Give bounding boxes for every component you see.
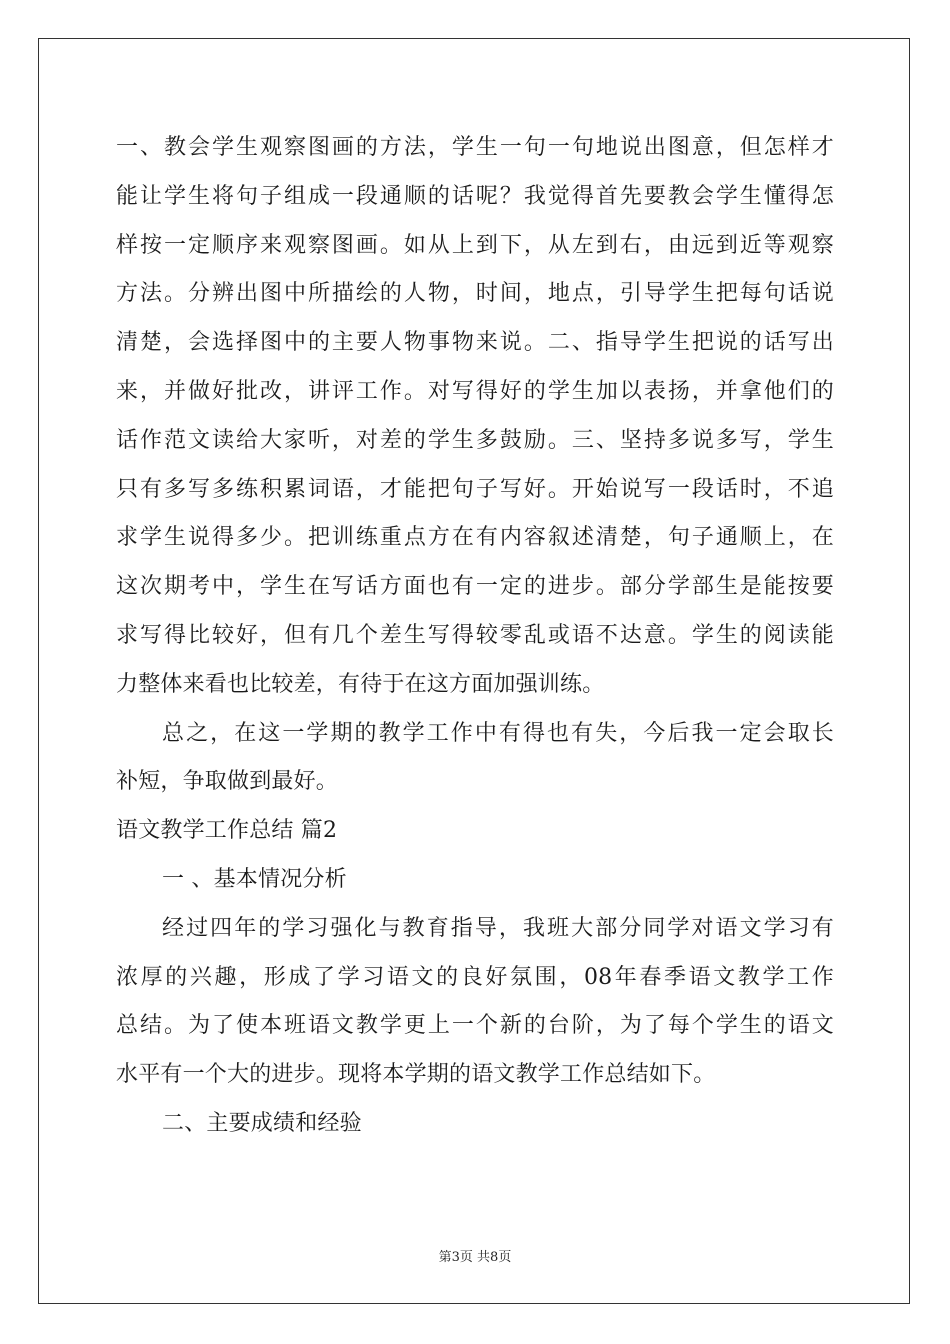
paragraph-line: 能让学生将句子组成一段通顺的话呢？我觉得首先要教会学生懂得怎 (116, 183, 834, 209)
paragraph-line: 力整体来看也比较差，有待于在这方面加强训练。 (116, 671, 605, 697)
paragraph-line: 总之，在这一学期的教学工作中有得也有失，今后我一定会取长 (162, 720, 834, 746)
section-heading: 语文教学工作总结 篇2 (116, 818, 338, 844)
subsection-heading: 一 、基本情况分析 (162, 866, 347, 892)
paragraph-line: 求学生说得多少。把训练重点方在有内容叙述清楚，句子通顺上，在 (116, 525, 834, 551)
paragraph-line: 这次期考中，学生在写话方面也有一定的进步。部分学部生是能按要 (116, 574, 834, 600)
paragraph-line: 方法。分辨出图中所描绘的人物，时间，地点，引导学生把每句话说 (116, 281, 834, 307)
paragraph-line: 水平有一个大的进步。现将本学期的语文教学工作总结如下。 (116, 1062, 716, 1088)
paragraph-line: 来，并做好批改，讲评工作。对写得好的学生加以表扬，并拿他们的 (116, 378, 834, 404)
paragraph-line: 只有多写多练积累词语，才能把句子写好。开始说写一段话时，不追 (116, 476, 834, 502)
paragraph-line: 总结。为了使本班语文教学更上一个新的台阶，为了每个学生的语文 (116, 1013, 834, 1039)
paragraph-line: 样按一定顺序来观察图画。如从上到下，从左到右，由远到近等观察 (116, 232, 834, 258)
document-body (116, 124, 834, 1149)
paragraph-line: 补短，争取做到最好。 (116, 769, 339, 795)
subsection-heading: 二、主要成绩和经验 (162, 1110, 362, 1136)
paragraph-line: 经过四年的学习强化与教育指导，我班大部分同学对语文学习有 (162, 915, 834, 941)
paragraph-line: 求写得比较好，但有几个差生写得较零乱或语不达意。学生的阅读能 (116, 622, 834, 648)
paragraph-line: 一、教会学生观察图画的方法，学生一句一句地说出图意，但怎样才 (116, 135, 834, 160)
paragraph-line: 清楚，会选择图中的主要人物事物来说。二、指导学生把说的话写出 (116, 330, 834, 356)
paragraph-line: 浓厚的兴趣，形成了学习语文的良好氛围，08年春季语文教学工作 (116, 964, 834, 990)
page-number-footer: 第3页 共8页 (438, 1250, 512, 1265)
paragraph-line: 话作范文读给大家听，对差的学生多鼓励。三、坚持多说多写，学生 (116, 427, 834, 453)
